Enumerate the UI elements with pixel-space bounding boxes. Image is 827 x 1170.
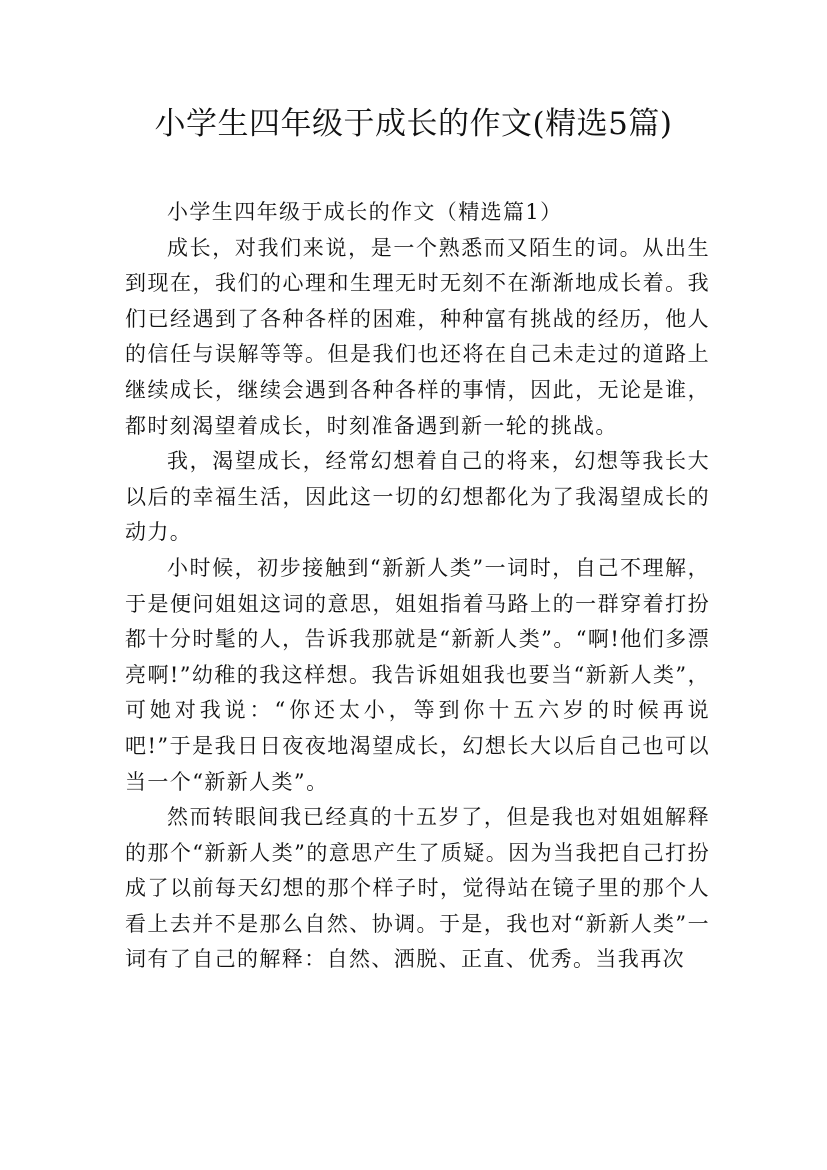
paragraph-3: 小时候，初步接触到“新新人类”一词时，自己不理解，于是便问姐姐这词的意思，姐姐指着马路上的一群穿着打扮都十分时髦的人，告诉我那就是“新新人类”。“啊!他们多漂亮啊!”幼稚的我这样想。我告诉姐姐我也要当“新新人类”，可她对我说：“你还太小，等到你十五六岁的时候再说吧!”于是我日日夜夜地渴望成长，幻想长大以后自己也可以当一个“新新人类”。 — [125, 555, 710, 794]
paragraph-2: 我，渴望成长，经常幻想着自己的将来，幻想等我长大以后的幸福生活，因此这一切的幻想都化为了我渴望成长的动力。 — [125, 449, 710, 545]
document-title: 小学生四年级于成长的作文(精选5篇) — [154, 106, 673, 142]
section-heading: 小学生四年级于成长的作文（精选篇1） — [167, 200, 563, 224]
document-body — [125, 195, 710, 978]
paragraph-1: 成长，对我们来说，是一个熟悉而又陌生的词。从出生到现在，我们的心理和生理无时无刻不在渐渐地成长着。我们已经遇到了各种各样的困难，种种富有挑战的经历，他人的信任与误解等等。但是我们也还将在自己未走过的道路上继续成长，继续会遇到各种各样的事情，因此，无论是谁，都时刻渴望着成长，时刻准备遇到新一轮的挑战。 — [125, 235, 710, 438]
paragraph-4: 然而转眼间我已经真的十五岁了，但是我也对姐姐解释的那个“新新人类”的意思产生了质疑。因为当我把自己打扮成了以前每天幻想的那个样子时，觉得站在镜子里的那个人看上去并不是那么自然、协调。于是，我也对“新新人类”一词有了自己的解释：自然、洒脱、正直、优秀。当我再次 — [125, 805, 710, 972]
